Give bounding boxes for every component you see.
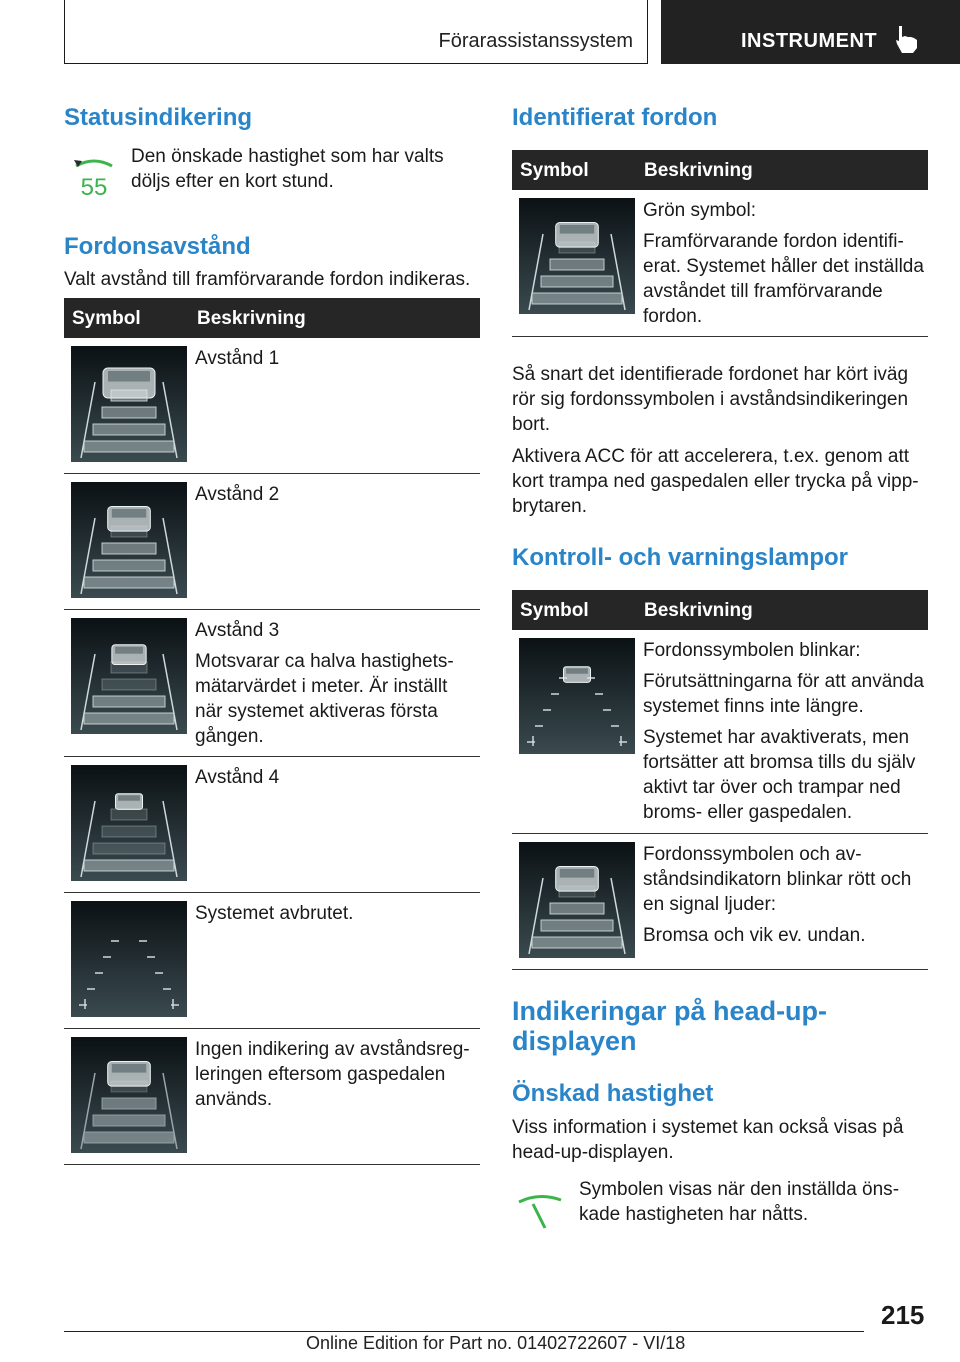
vehicle-blinking-symbol [519,638,635,754]
row-description: Grön symbol: Framförvarande fordon identifierat. Systemet håller det inställda avståndet till framförvarande fordon. [643,200,924,327]
table-row [64,474,480,610]
col-description: Beskrivning [644,600,753,621]
speed-icon-number: 55 [80,174,108,201]
identifierat-table-header [512,150,928,190]
identifierat-para-1: Så snart det identifierade fordonet har kört iväg rör sig fordonssymbolen i avståndsindikeringen bort. [512,364,909,435]
edition-info: Online Edition for Part no. 01402722607 - VI/18 [306,1333,686,1353]
table-row [64,610,480,757]
col-description: Beskrivning [197,308,306,329]
table-row [512,190,928,337]
table-row [64,757,480,893]
header-section-box [64,0,648,64]
pointing-hand-icon [893,24,921,54]
hud-text: Viss information i systemet kan också visas på head-up-displayen. [512,1117,904,1163]
row-description: Avstånd 2 [195,484,280,505]
statusindikering-text: Den önskade hastighet som har valts döljs efter en kort stund. [131,146,444,192]
table-row [512,834,928,970]
row-description: Fordonssymbolen blinkar: Förutsättningarna för att använda systemet finns inte längre. Systemet har avaktiverats, men fortsätter att bromsa tills du själv aktivt tar över och trampar ned broms- eller gaspedalen. [643,640,924,823]
table-row [64,1029,480,1165]
row-description: Ingen indikering av avståndsregleringen eftersom gaspedalen används. [195,1039,470,1110]
footer-divider [64,1331,864,1332]
header-chapter-title: INSTRUMENT [741,30,878,52]
distance-1-symbol [71,346,187,462]
table-row [64,893,480,1029]
fordonsavstand-intro: Valt avstånd till framförvarande fordon indikeras. [64,269,471,290]
col-symbol: Symbol [72,308,141,329]
row-description: Avstånd 1 [195,348,280,369]
col-symbol: Symbol [520,600,589,621]
col-symbol: Symbol [520,160,589,181]
kontroll-table-header [512,590,928,630]
hud-icon-text: Symbolen visas när den inställda önskade hastigheten har nåtts. [579,1179,900,1225]
hud-heading: Indikeringar på head-up-displayen [512,996,828,1056]
page-number: 215 [881,1300,925,1330]
hud-subheading: Önskad hastighet [512,1080,714,1107]
row-description: Avstånd 4 [195,767,280,788]
identified-vehicle-symbol [519,198,635,314]
vehicle-and-distance-blinking-symbol [519,842,635,958]
hud-speed-reached-icon [515,1186,565,1232]
header-section-title: Förarassistanssystem [438,30,633,52]
distance-2-symbol [71,482,187,598]
identifierat-para-2: Aktivera ACC för att accelerera, t.ex. genom att kort trampa ned gaspedalen eller trycka på vippbrytaren. [512,446,919,517]
no-distance-control-symbol [71,1037,187,1153]
distance-3-symbol [71,618,187,734]
table-row [64,338,480,474]
row-description: Avstånd 3 Motsvarar ca halva hastighetsmätarvärdet i meter. Är inställt när systemet aktiveras första gången. [195,620,454,747]
header-chapter-box [661,0,960,64]
fordonsavstand-table-header [64,298,480,338]
distance-4-symbol [71,765,187,881]
kontroll-heading: Kontroll- och varningslampor [512,544,849,571]
speed-55-icon [70,153,118,201]
row-description: Systemet avbrutet. [195,903,354,924]
col-description: Beskrivning [644,160,753,181]
fordonsavstand-heading: Fordonsavstånd [64,233,251,260]
row-description: Fordonssymbolen och avståndsindikatorn blinkar rött och en signal ljuder: Bromsa och vik ev. undan. [643,844,912,946]
identifierat-heading: Identifierat fordon [512,104,718,131]
table-row [512,630,928,834]
statusindikering-heading: Statusindikering [64,104,253,131]
system-interrupted-symbol [71,901,187,1017]
